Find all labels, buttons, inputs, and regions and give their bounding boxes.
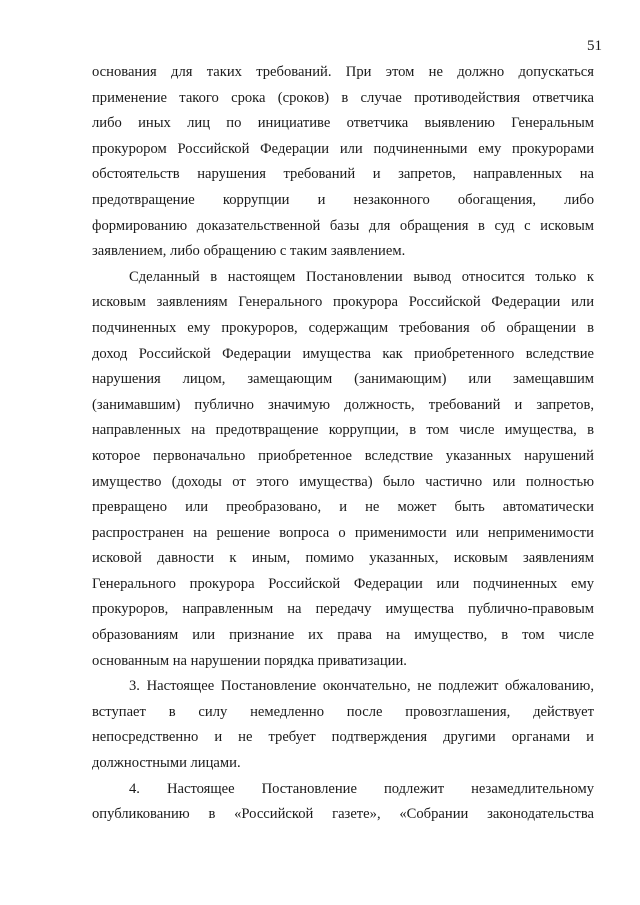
paragraph — [92, 777, 594, 828]
text-line: применение такого срока (сроков) в случае противодействия ответчика — [92, 89, 594, 106]
text-line: Сделанный в настоящем Постановлении вывод относится только к — [129, 268, 594, 285]
page-number: 51 — [587, 38, 602, 54]
text-line: непосредственно и не требует подтверждения другими органами и — [92, 729, 594, 746]
text-line: направленных на предотвращение коррупции, в том числе имущества, в — [92, 422, 594, 439]
text-line: превращено или преобразовано, и не может быть автоматически — [92, 499, 594, 516]
text-line: исковой давности к иным, помимо указанных, исковым заявлениям — [92, 550, 594, 567]
text-line: обстоятельств нарушения требований и запретов, направленных на — [92, 166, 594, 183]
text-line: имущество (доходы от этого имущества) было частично или полностью — [92, 473, 594, 490]
text-line: нарушения лицом, замещающим (занимающим) или замещавшим — [92, 371, 594, 388]
text-line: образованиям или признание их права на имущество, в том числе — [92, 627, 594, 644]
paragraph — [92, 265, 594, 675]
text-line: подчиненных ему прокуроров, содержащим требования об обращении в — [92, 319, 594, 336]
text-line: формированию доказательственной базы для обращения в суд с исковым — [92, 217, 594, 234]
text-line: исковым заявлениям Генерального прокурора Российской Федерации или — [92, 294, 594, 311]
text-line: вступает в силу немедленно после провозглашения, действует — [92, 703, 594, 720]
text-line: либо иных лиц по инициативе ответчика выявлению Генеральным — [92, 115, 594, 132]
text-line: прокуроров, направленным на передачу имущества публично-правовым — [92, 601, 594, 618]
text-line: основанным на нарушении порядка приватизации. — [92, 652, 407, 669]
text-line: должностными лицами. — [92, 755, 241, 772]
text-line: доход Российской Федерации имущества как приобретенного вследствие — [92, 345, 594, 362]
text-line: Генерального прокурора Российской Федерации или подчиненных ему — [92, 575, 594, 592]
paragraph — [92, 60, 594, 265]
text-line: 4. Настоящее Постановление подлежит незамедлительному — [129, 780, 594, 797]
text-line: распространен на решение вопроса о применимости или неприменимости — [92, 524, 594, 541]
text-line: которое первоначально приобретенное вследствие указанных нарушений — [92, 447, 594, 464]
paragraph — [92, 674, 594, 776]
document-body — [92, 60, 594, 828]
text-line: прокурором Российской Федерации или подчиненными ему прокурорами — [92, 140, 594, 157]
text-line: заявлением, либо обращению с таким заявлением. — [92, 243, 406, 260]
text-line: предотвращение коррупции и незаконного обогащения, либо — [92, 191, 594, 208]
text-line: основания для таких требований. При этом не должно допускаться — [92, 64, 594, 80]
text-line: (занимавшим) публично значимую должность, требований и запретов, — [92, 396, 594, 413]
text-line: опубликованию в «Российской газете», «Собрании законодательства — [92, 806, 594, 823]
text-line: 3. Настоящее Постановление окончательно, не подлежит обжалованию, — [129, 678, 594, 695]
